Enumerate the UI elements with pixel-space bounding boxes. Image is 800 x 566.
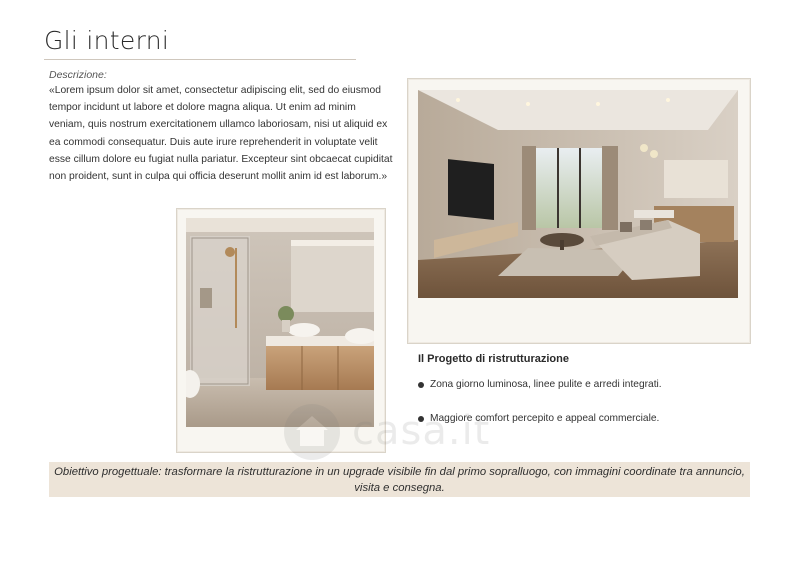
objective-text: Obiettivo progettuale: trasformare la ristrutturazione in un upgrade visibile fin dal primo sopralluogo, con immagini coordinate tra annuncio, visita e consegna. — [54, 466, 745, 494]
bullet-icon — [418, 382, 424, 388]
objective-banner — [49, 462, 750, 497]
list-item — [418, 413, 659, 424]
title-divider — [44, 59, 356, 60]
living-room-photo — [418, 90, 738, 298]
bullet-text: Zona giorno luminosa, linee pulite e arredi integrati. — [430, 379, 662, 390]
page-title: Gli interni — [44, 26, 170, 55]
description-text: «Lorem ipsum dolor sit amet, consectetur adipiscing elit, sed do eiusmod tempor incidunt ut labore et dolore magna aliqua. Ut enim ad minim veniam, quis nostrum exercitationem ullamco laboriosam, nisi ut aliquid ex ea commodi consequatur. Duis aute irure reprehenderit in voluptate velit esse cillum dolore eu fugiat nulla pariatur. Excepteur sint obcaecat cupiditat non proident, sunt in culpa qui officia deserunt mollit anim id est laborum.» — [49, 85, 393, 183]
list-item — [418, 379, 662, 390]
bullet-text: Maggiore comfort percepito e appeal commerciale. — [430, 413, 660, 424]
bathroom-photo — [186, 218, 374, 427]
watermark-text: casa.it — [352, 408, 491, 454]
bullet-icon — [418, 416, 424, 422]
description-label: Descrizione: — [49, 69, 107, 81]
project-title: Il Progetto di ristrutturazione — [418, 353, 569, 365]
